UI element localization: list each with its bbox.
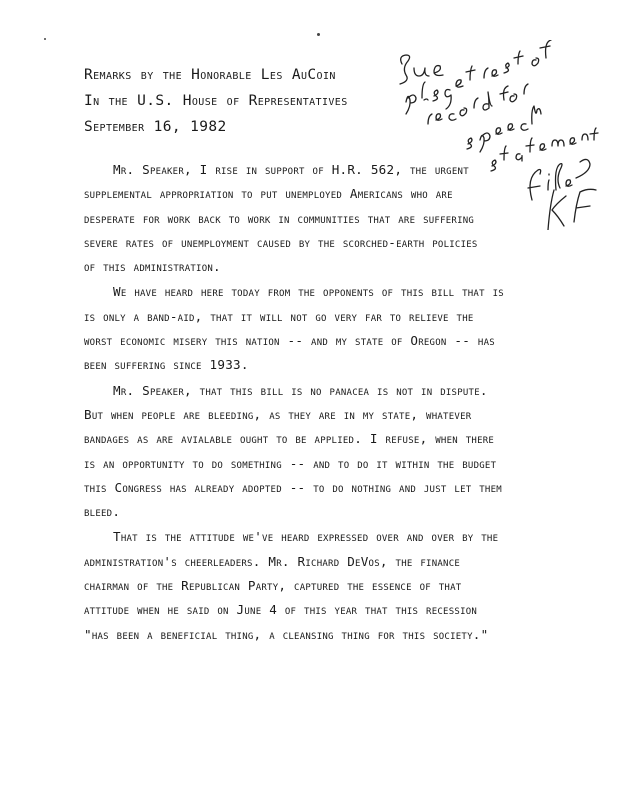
text-line: administration's cheerleaders. Mr. Richard DeVos, the finance [84,553,461,569]
text-line: is an opportunity to do something -- and to do it within the budget [84,455,497,471]
text-line: We have heard here today from the opponents of this bill that is [113,284,504,300]
header-title: Remarks by the Honorable Les AuCoin [84,67,336,83]
text-line: is only a band-aid, that it will not go very far to relieve the [84,308,474,324]
text-line: But when people are bleeding, as they are in my state, whatever [84,406,472,422]
text-line: Mr. Speaker, that this bill is no panacea is not in dispute. [113,382,488,398]
speech-body [84,158,584,647]
paragraph-4 [84,525,584,646]
scan-speck [44,38,46,40]
paragraph-1 [84,158,584,279]
text-line: supplemental appropriation to put unemployed Americans who are [84,186,453,202]
text-line: this Congress has already adopted -- to do nothing and just let them [84,479,502,495]
paragraph-2 [84,280,584,377]
text-line: severe rates of unemployment caused by the scorched-earth policies [84,234,478,250]
text-line: bandages as are avialable ought to be applied. I refuse, when there [84,431,495,447]
text-line: Mr. Speaker, I rise in support of H.R. 562, the urgent [113,162,469,177]
text-line: been suffering since 1933. [84,357,249,373]
scan-speck [317,33,320,36]
remarks-header [84,62,348,140]
text-line: That is the attitude we've heard expressed over and over by the [113,529,499,545]
text-line: worst economic misery this nation -- and my state of Oregon -- has [84,333,495,349]
text-line: attitude when he said on June 4 of this year that this recession [84,602,478,618]
header-date: September 16, 1982 [84,119,227,135]
paragraph-3 [84,379,584,525]
text-line: bleed. [84,504,121,520]
text-line: chairman of the Republican Party, captured the essence of that [84,578,462,594]
header-venue: In the U.S. House of Representatives [84,93,348,109]
text-line: "has been a beneficial thing, a cleansing thing for this society." [84,626,489,642]
text-line: desperate for work back to work in communities that are suffering [84,210,475,226]
text-line: of this administration. [84,259,221,275]
